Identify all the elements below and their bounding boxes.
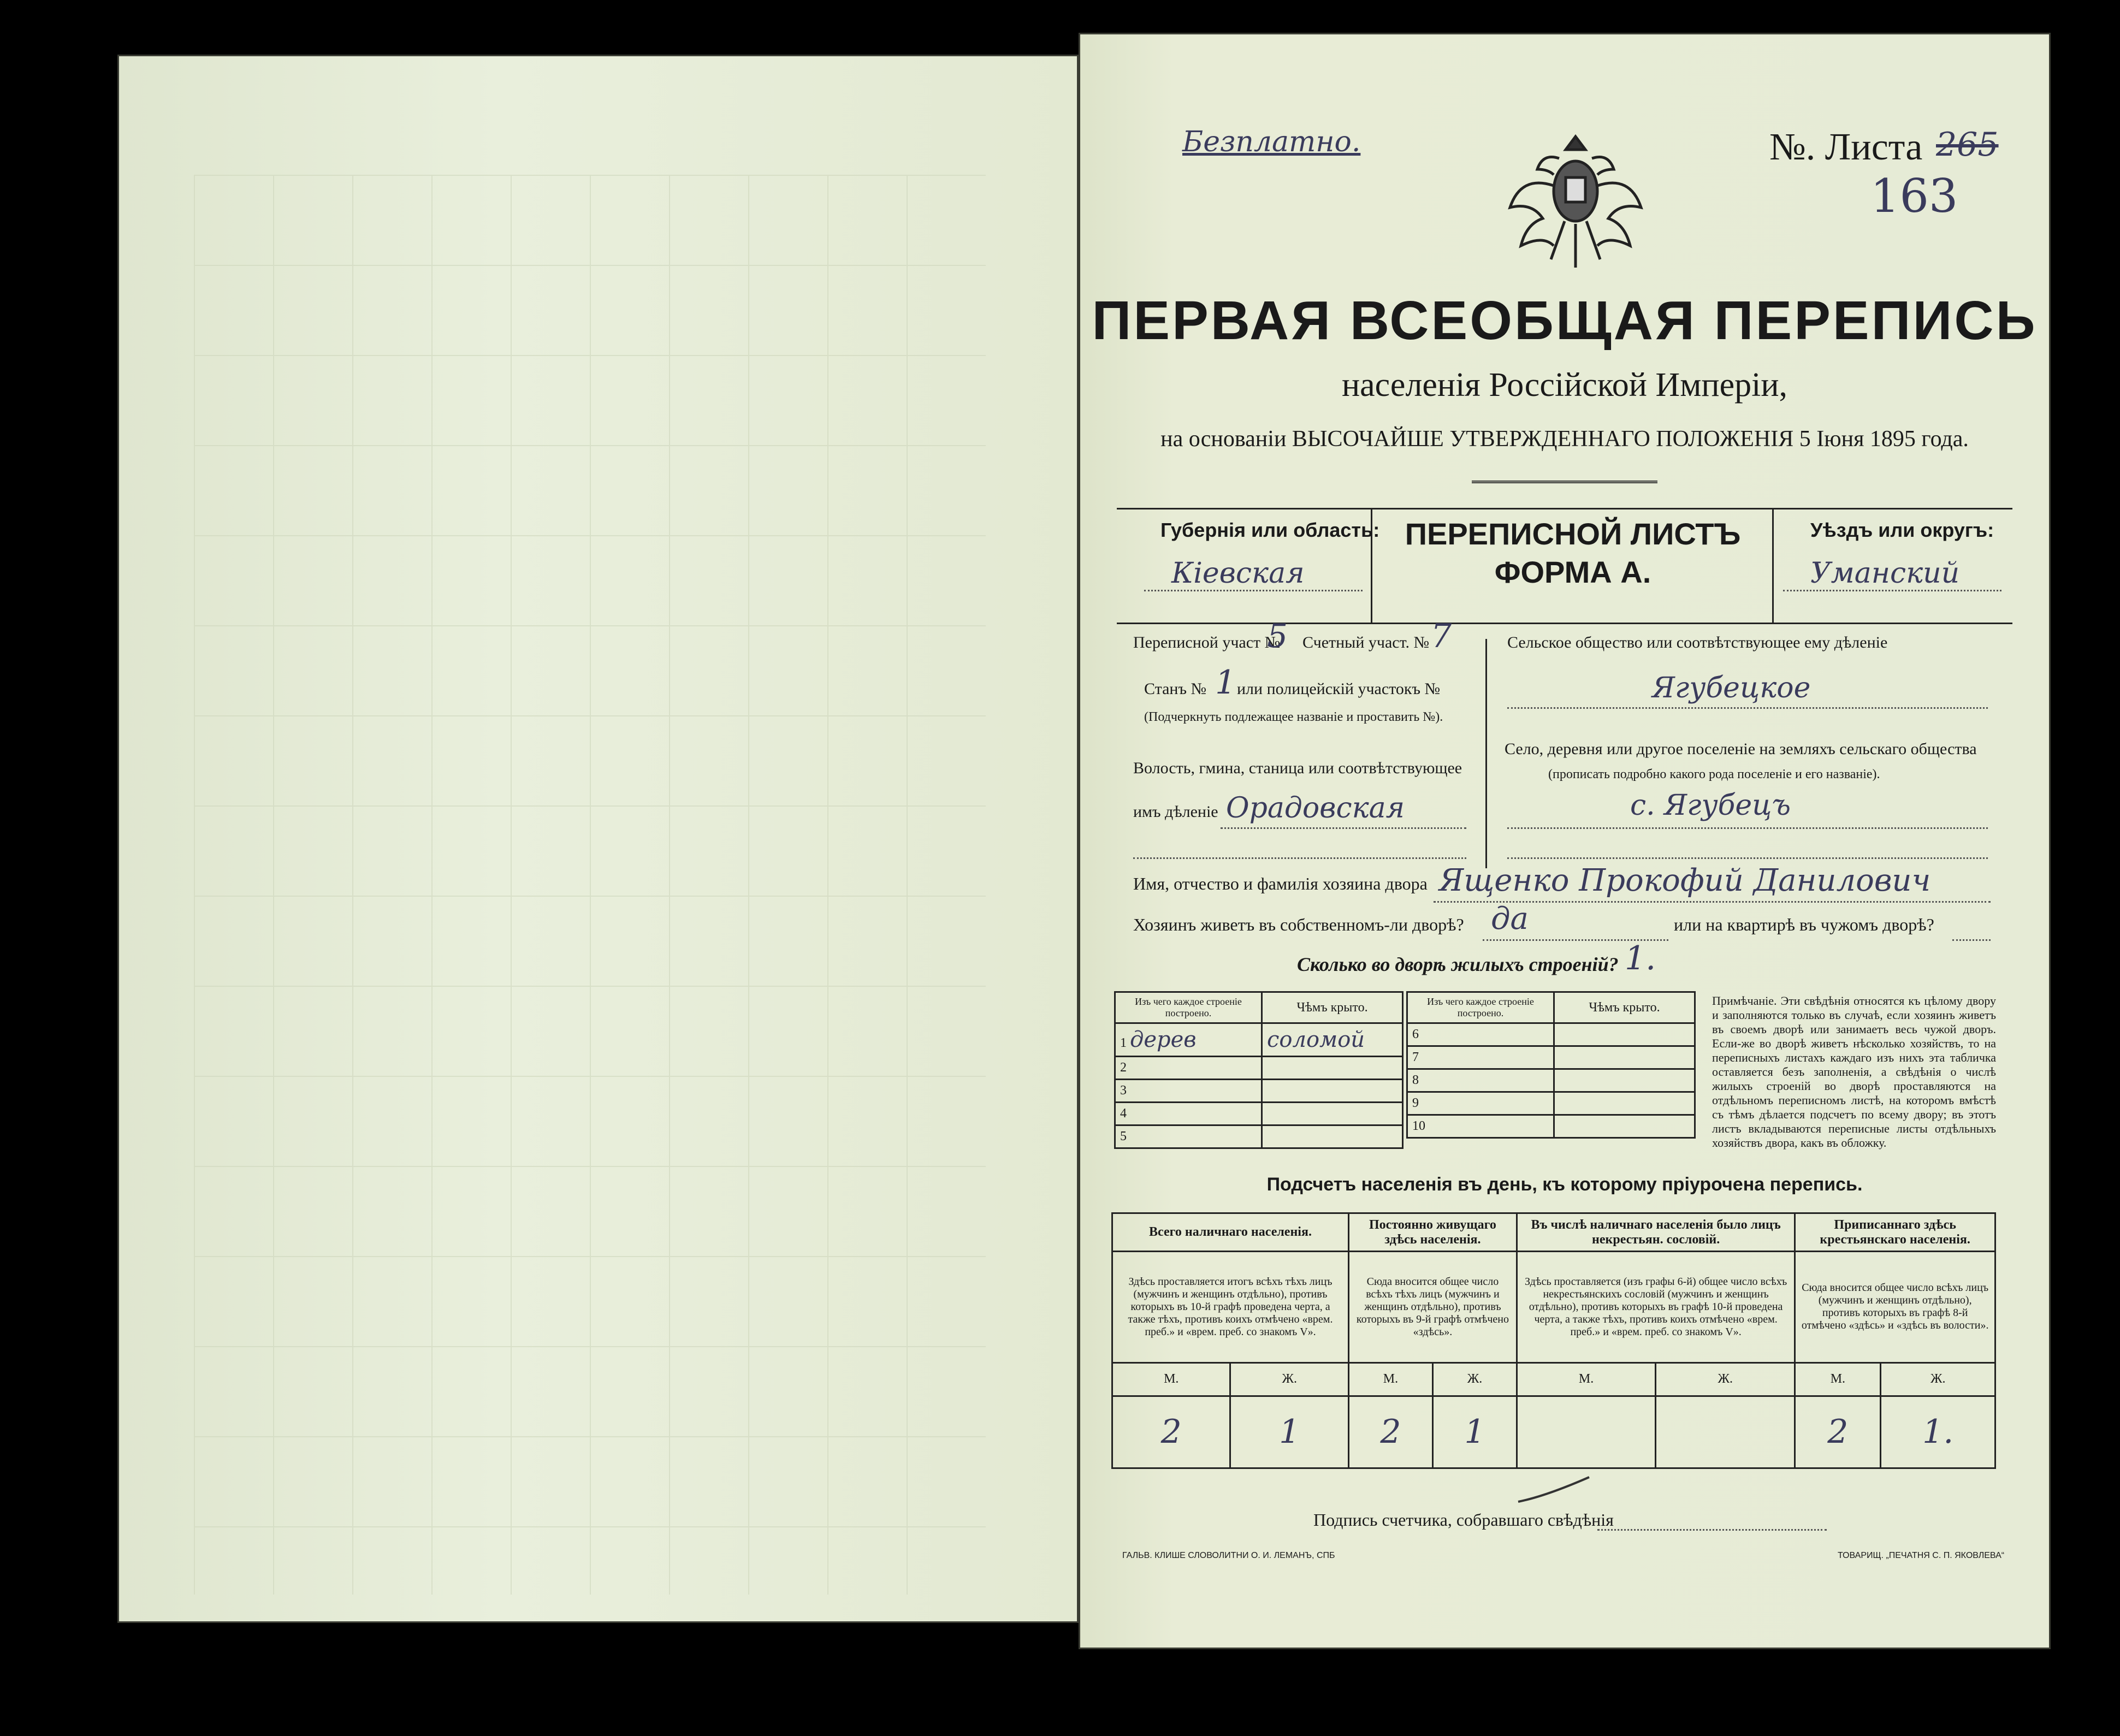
imperial-eagle-emblem (1505, 126, 1647, 289)
owner-label: Имя, отчество и фамилія хозяина двора (1133, 874, 1428, 893)
village-value: с. Ягубецъ (1630, 789, 1791, 822)
gubernia-label: Губернія или область: (1160, 519, 1380, 541)
pop-col-permanent-title: Постоянно живущаго здѣсь населенія. (1348, 1213, 1517, 1252)
bleed-through-grid (194, 175, 986, 1595)
village-label: Село, деревня или другое поселеніе на земляхъ сельскаго общества (1505, 740, 1977, 758)
volost-value: Орадовская (1226, 792, 1405, 825)
table-row: 10 (1407, 1115, 1695, 1138)
volost-label-2: имъ дѣленіе (1133, 803, 1218, 821)
buildings-table-right: Изъ чего каждое строеніе построено. Чѣмъ крыто. 6 7 8 9 10 (1406, 991, 1696, 1139)
buildings-note: Примѣчаніе. Эти свѣдѣнія относятся къ цѣлому двору и заполняются только въ случаѣ, если хозяинъ живетъ въ своемъ дворѣ или занимаетъ весь чужой дворъ. Если-же во дворѣ живетъ нѣсколько хозяйствъ, то на переписныхъ листахъ каждаго изъ нихъ эта табличка оставляется безъ заполненія, а свѣдѣнія о числѣ жилыхъ строеній во дворѣ проставляются на отдѣльномъ переписномъ листѣ, на которомъ вмѣстѣ съ тѣмъ дѣлается подсчетъ по всему двору; въ этотъ листъ вкладываются переписные листы отдѣльныхъ хозяйствъ двора, какъ въ обложку. (1712, 994, 1996, 1150)
buildings-col-roof: Чѣмъ крыто. (1262, 992, 1403, 1023)
population-heading: Подсчетъ населенія въ день, къ которому пріурочена перепись. (1266, 1174, 1863, 1195)
document-title: ПЕРВАЯ ВСЕОБЩАЯ ПЕРЕПИСЬ (1092, 290, 2038, 351)
pop-col-nonpeasant-title: Въ числѣ наличнаго населенія было лицъ некрестьян. сословій. (1517, 1213, 1795, 1252)
uezd-value: Уманский (1810, 557, 1960, 590)
pop-col-total-title: Всего наличнаго населенія. (1112, 1213, 1349, 1252)
volost-label: Волость, гмина, станица или соотвѣтствующее (1133, 759, 1462, 777)
population-table: Всего наличнаго населенія. Постоянно живущаго здѣсь населенія. Въ числѣ наличнаго населенія было лицъ некрестьян. сословій. Приписаннаго здѣсь крестьянскаго населенія. Здѣсь проставляется итогъ всѣхъ тѣхъ лицъ (мужчинъ и женщинъ отдѣльно), противъ которыхъ въ 10-й графѣ проведена черта, а также тѣхъ, противъ коихъ отмѣчено «врем. преб.» и «врем. преб. со знакомъ V». Сюда вносится общее число всѣхъ тѣхъ лицъ (мужчинъ и женщинъ отдѣльно), противъ которыхъ въ 9-й графѣ отмѣчено «здѣсь». Здѣсь проставляется (изъ графы 6-й) общее число всѣхъ некрестьянскихъ сословій (мужчинъ и женщинъ отдѣльно), противъ которыхъ въ графѣ 10-й проведена черта, а также тѣхъ, противъ коихъ отмѣчено «врем. преб.» и «врем. преб. со знакомъ V». Сюда вносится общее число всѣхъ лицъ (мужчинъ и женщинъ отдѣльно), противъ которыхъ въ графѣ 8-й отмѣчено «здѣсь» и «здѣсь въ волости». М. Ж. М. Ж. М. Ж. М. Ж. 2 1 2 1 2 1. (1111, 1212, 1996, 1469)
printer-left: ГАЛЬВ. КЛИШЕ СЛОВОЛИТНИ О. И. ЛЕМАНЪ, СПБ (1122, 1551, 1335, 1560)
stan-label: Станъ № (1144, 680, 1207, 698)
count-district-value: 7 (1431, 617, 1452, 655)
table-row: 5 (1115, 1125, 1403, 1148)
society-value: Ягубецкое (1652, 672, 1811, 704)
ornament-divider (1472, 481, 1657, 483)
form-title: ПЕРЕПИСНОЙ ЛИСТЪ (1405, 517, 1741, 551)
village-note: (прописать подробно какого рода поселеніе и его названіе). (1548, 767, 1880, 781)
gubernia-value: Кіевская (1171, 557, 1305, 590)
table-row: 2 (1115, 1057, 1403, 1080)
table-row: 6 (1407, 1023, 1695, 1046)
sheet-number-label: №. Листа (1769, 126, 1923, 168)
form-subtitle: ФОРМА А. (1494, 555, 1651, 589)
sheet-number-new: 163 (1870, 169, 1958, 223)
count-district-label: Счетный участ. № (1302, 633, 1430, 651)
signature-label: Подпись счетчика, собравшаго свѣдѣнія (1313, 1510, 1614, 1530)
stan-note: (Подчеркнуть подлежащее названіе и проставить №). (1144, 710, 1443, 724)
printer-right: ТОВАРИЩ. „ПЕЧАТНЯ С. П. ЯКОВЛЕВА“ (1838, 1551, 2005, 1560)
table-row: 1 дерев соломой (1115, 1023, 1403, 1057)
owner-value: Ященко Прокофий Данилович (1439, 863, 1931, 898)
sheet-number-crossed: 265 (1936, 126, 1999, 164)
society-label: Сельское общество или соотвѣтствующее ему дѣленіе (1507, 633, 1888, 651)
pop-col-peasant-title: Приписаннаго здѣсь крестьянскаго населенія. (1795, 1213, 1995, 1252)
police-label: или полицейскій участокъ № (1237, 680, 1441, 698)
table-row: 7 (1407, 1046, 1695, 1069)
census-form-page (1079, 33, 2051, 1649)
population-values-row: 2 1 2 1 2 1. (1112, 1396, 1995, 1468)
own-house-value: да (1491, 901, 1529, 937)
rented-label: или на квартирѣ въ чужомъ дворѣ? (1674, 915, 1934, 934)
signature-mark (1515, 1474, 1592, 1507)
uezd-label: Уѣздъ или округъ: (1810, 519, 1994, 541)
buildings-table-left (1114, 991, 1404, 1149)
table-row: 8 (1407, 1069, 1695, 1092)
stan-value: 1 (1215, 663, 1236, 702)
buildings-value: 1. (1625, 939, 1656, 977)
table-row: 4 (1115, 1103, 1403, 1125)
document-subtitle: населенія Россійской Имперіи, (1341, 366, 1788, 404)
buildings-col-material: Изъ чего каждое строеніе построено. (1115, 992, 1262, 1023)
buildings-label: Сколько во дворѣ жилыхъ строеній? (1297, 953, 1619, 975)
census-district-label: Переписной участ № (1133, 633, 1281, 651)
own-house-label: Хозяинъ живетъ въ собственномъ-ли дворѣ? (1133, 915, 1464, 934)
document-basis: на основаніи ВЫСОЧАЙШЕ УТВЕРЖДЕННАГО ПОЛОЖЕНІЯ 5 Іюня 1895 года. (1160, 426, 1969, 452)
free-label: Безплатно. (1182, 126, 1361, 158)
census-district-value: 5 (1267, 617, 1288, 655)
table-row: 9 (1407, 1092, 1695, 1115)
left-page (117, 55, 1079, 1623)
table-row: 3 (1115, 1080, 1403, 1103)
